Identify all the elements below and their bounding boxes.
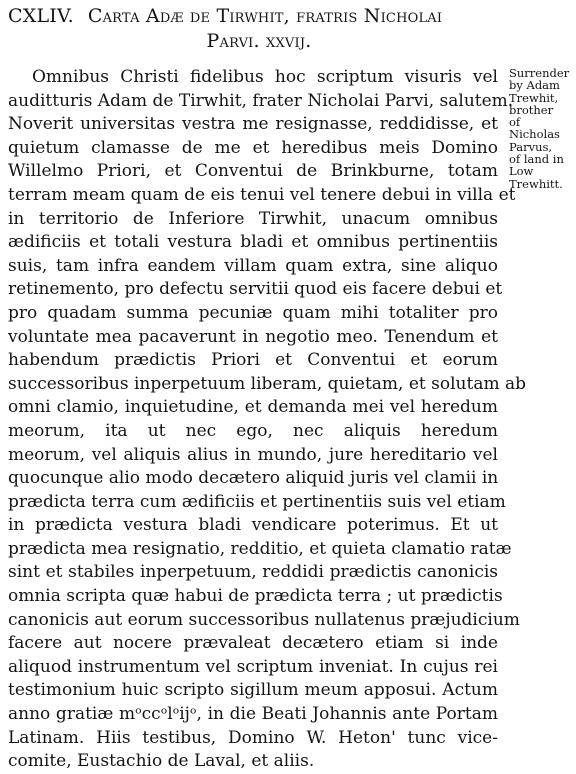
margin-note-line: Nicholas — [509, 127, 560, 142]
body-line: testimonium huic scripto sigillum meum apposui. Actum — [8, 680, 498, 701]
body-line: in prædicta vestura bladi vendicare poterimus. Et ut — [8, 515, 498, 536]
body-line: quietum clamasse de me et heredibus meis Domino — [8, 137, 498, 158]
body-line: meorum, vel aliquis alius in mundo, jure hereditario vel — [8, 444, 498, 465]
charter-number: CXLIV. — [8, 5, 74, 27]
body-line: Latinam. Hiis testibus, Domino W. Heton' tunc vice- — [8, 727, 498, 748]
body-line: comite, Eustachio de Laval, et aliis. — [8, 751, 315, 772]
body-line: terram meam quam de eis tenui vel tenere debui in villa et — [8, 184, 516, 205]
body-line: Omnibus Christi fidelibus hoc scriptum visuris vel — [32, 67, 498, 87]
body-line: facere aut nocere prævaleat decætero etiam si inde — [8, 633, 498, 654]
charter-heading — [8, 4, 504, 54]
body-line: canonicis aut eorum successoribus nullatenus præjudicium — [8, 609, 520, 630]
body-line: successoribus inperpetuum liberam, quietam, et solutam ab — [8, 373, 527, 394]
body-line: suis, tam infra eandem villam quam extra, sine aliquo — [8, 255, 498, 276]
margin-note-line: Low — [509, 164, 534, 179]
body-line: in territorio de Inferiore Tirwhit, unacum omnibus — [8, 208, 498, 229]
margin-note-line: of — [509, 115, 521, 130]
body-line: pro quadam summa pecuniæ quam mihi totaliter pro — [8, 302, 498, 323]
margin-note-line: Trewhitt. — [509, 176, 563, 190]
margin-note-line: Surrender — [509, 67, 570, 80]
margin-note — [509, 67, 575, 190]
body-line: meorum, ita ut nec ego, nec aliquis heredum — [8, 420, 498, 441]
margin-note-line: brother — [509, 102, 554, 117]
body-line: ædificiis et totali vestura bladi et omnibus pertinentiis — [8, 232, 498, 253]
charter-title-line2: Parvi. xxvij. — [206, 30, 312, 52]
charter-title-line1: Carta Adæ de Tirwhit, fratris Nicholai — [87, 5, 443, 27]
body-line: prædicta terra cum ædificiis et pertinentiis suis vel etiam — [8, 491, 506, 512]
body-line: retinemento, pro defectu servitii quod eis facere debui et — [8, 279, 503, 300]
margin-note-line: Trewhit, — [509, 90, 559, 105]
body-line: voluntate mea pacaverunt in negotio meo. Tenendum et — [8, 326, 498, 347]
body-line: prædicta mea resignatio, redditio, et quieta clamatio ratæ — [8, 538, 512, 559]
body-line: habendum prædictis Priori et Conventui et eorum — [8, 350, 498, 371]
margin-note-line: of land in — [509, 152, 564, 167]
body-line: aliquod instrumentum vel scriptum inveniat. In cujus rei — [8, 656, 498, 677]
body-line: omni clamio, inquietudine, et demanda mei vel heredum — [8, 397, 498, 418]
body-line: auditturis Adam de Tirwhit, frater Nicholai Parvi, salutem. — [8, 90, 514, 111]
body-line: Willelmo Priori, et Conventui de Brinkburne, totam — [8, 161, 498, 182]
body-line: sint et stabiles inperpetuum, reddidi prædictis canonicis — [8, 562, 498, 583]
body-line: anno gratiæ mᵒccᵒlᵒijᵒ, in die Beati Johannis ante Portam — [8, 704, 498, 725]
body-line: omnia scripta quæ habui de prædicta terra ; ut prædictis — [8, 586, 503, 607]
body-line: Noverit universitas vestra me resignasse, reddidisse, et — [8, 114, 498, 135]
margin-note-line: Parvus, — [509, 139, 553, 154]
margin-note-line: by Adam — [509, 78, 560, 93]
body-line: quocunque alio modo decætero aliquid juris vel clamii in — [8, 468, 499, 489]
